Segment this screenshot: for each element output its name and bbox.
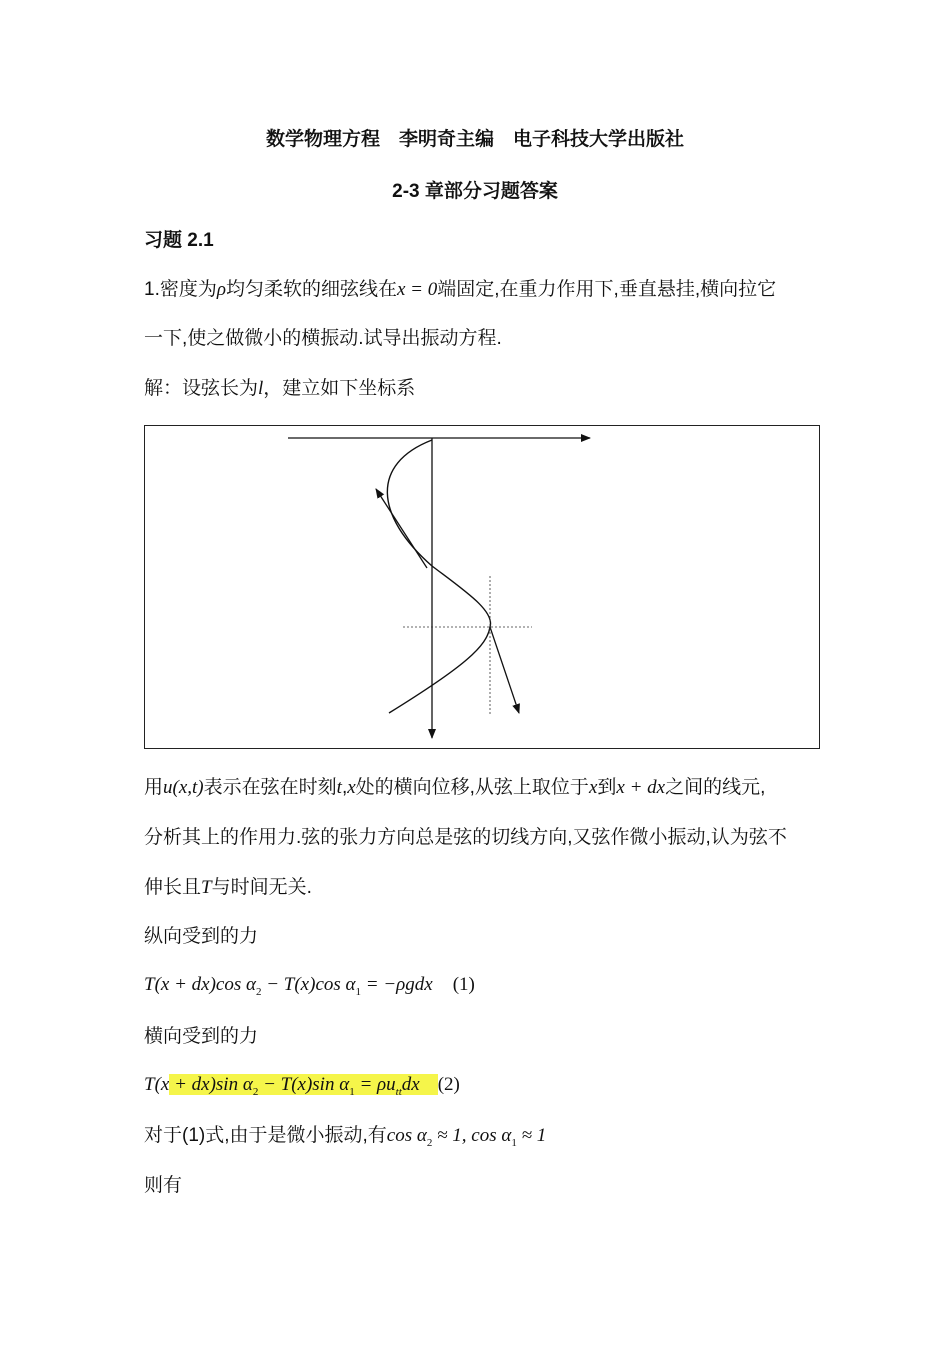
eq1-subscript: 2 bbox=[255, 985, 262, 998]
cos-approx: cos α bbox=[386, 1125, 427, 1146]
para1-line-3 bbox=[144, 876, 312, 900]
para2 bbox=[144, 1124, 546, 1148]
longitudinal-label: 纵向受到的力 bbox=[144, 926, 259, 947]
eq1-term: T(x + dx)cos α bbox=[144, 974, 256, 995]
rho-symbol: ρ bbox=[216, 279, 226, 300]
problem-text: 端固定,在重力作用下,垂直悬挂,横向拉它 bbox=[437, 279, 777, 300]
problem-text: 均匀柔软的细弦线在 bbox=[225, 279, 397, 300]
para1-line-1 bbox=[144, 776, 765, 800]
eq2-term: − T(x)sin α bbox=[258, 1074, 350, 1095]
x-symbol: x bbox=[347, 777, 356, 798]
para-text: , bbox=[341, 777, 348, 798]
eq2-subscript: 2 bbox=[252, 1085, 259, 1098]
eq1-term: − T(x)cos α bbox=[261, 974, 356, 995]
cos-subscript: 1 bbox=[511, 1136, 517, 1149]
tension-arrow-lower bbox=[490, 627, 519, 713]
x-plus-dx: x + dx bbox=[616, 777, 666, 798]
problem-line-1 bbox=[144, 278, 776, 302]
eq1-subscript: 1 bbox=[355, 985, 361, 998]
string-diagram bbox=[145, 426, 821, 750]
problem-text: 1.密度为 bbox=[144, 279, 217, 300]
cos-approx: ≈ 1, cos α bbox=[432, 1125, 512, 1146]
para-text: 之间的线元, bbox=[665, 777, 766, 798]
problem-line-2: 一下,使之做微小的横振动.试导出振动方程. bbox=[144, 328, 502, 349]
eq1-term: = −ρgdx bbox=[361, 974, 433, 995]
para-text: 与时间无关. bbox=[211, 877, 312, 898]
solution-text: 解：设弦长为 bbox=[144, 378, 259, 399]
eq1-number: (1) bbox=[452, 974, 475, 995]
coordinate-figure bbox=[144, 425, 820, 749]
solution-text: ，建立如下坐标系 bbox=[263, 378, 416, 399]
section-heading: 习题 2.1 bbox=[144, 230, 214, 251]
eq2-number: (2) bbox=[437, 1074, 460, 1095]
solution-intro bbox=[144, 377, 415, 401]
x-symbol: x bbox=[588, 777, 598, 798]
x-eq-zero: x = 0 bbox=[397, 279, 438, 300]
eq2-term: dx bbox=[401, 1074, 420, 1095]
page-subtitle: 2-3 章部分习题答案 bbox=[392, 181, 558, 202]
para-text: 对于(1)式,由于是微小振动,有 bbox=[144, 1125, 387, 1146]
para1-line-2: 分析其上的作用力.弦的张力方向总是弦的切线方向,又弦作微小振动,认为弦不 bbox=[144, 827, 787, 848]
string-curve bbox=[387, 440, 490, 713]
para3: 则有 bbox=[144, 1175, 183, 1196]
page-title: 数学物理方程 李明奇主编 电子科技大学出版社 bbox=[265, 129, 684, 150]
para-text: 用 bbox=[144, 777, 164, 798]
equation-2 bbox=[144, 1073, 460, 1097]
tension-symbol: T bbox=[201, 877, 212, 898]
cos-subscript: 2 bbox=[426, 1136, 433, 1149]
tension-arrow-upper bbox=[376, 489, 427, 568]
eq2-term: T(x bbox=[144, 1074, 170, 1095]
length-symbol: l bbox=[258, 378, 264, 399]
para-text: 伸长且 bbox=[144, 877, 202, 898]
cos-approx: ≈ 1 bbox=[516, 1125, 547, 1146]
equation-1 bbox=[144, 973, 475, 997]
para-text: 处的横向位移,从弦上取位于 bbox=[355, 777, 589, 798]
para-text: 到 bbox=[597, 777, 617, 798]
eq2-subscript: 1 bbox=[349, 1085, 355, 1098]
t-symbol: t bbox=[336, 777, 342, 798]
u-function: u(x,t) bbox=[163, 777, 204, 798]
eq2-term: + dx)sin α bbox=[169, 1074, 253, 1095]
eq2-term: = ρu bbox=[354, 1074, 396, 1095]
transverse-label: 横向受到的力 bbox=[144, 1026, 259, 1047]
para-text: 表示在弦在时刻 bbox=[203, 777, 337, 798]
eq2-subscript: tt bbox=[395, 1085, 402, 1098]
eq2-highlight bbox=[169, 1074, 437, 1098]
